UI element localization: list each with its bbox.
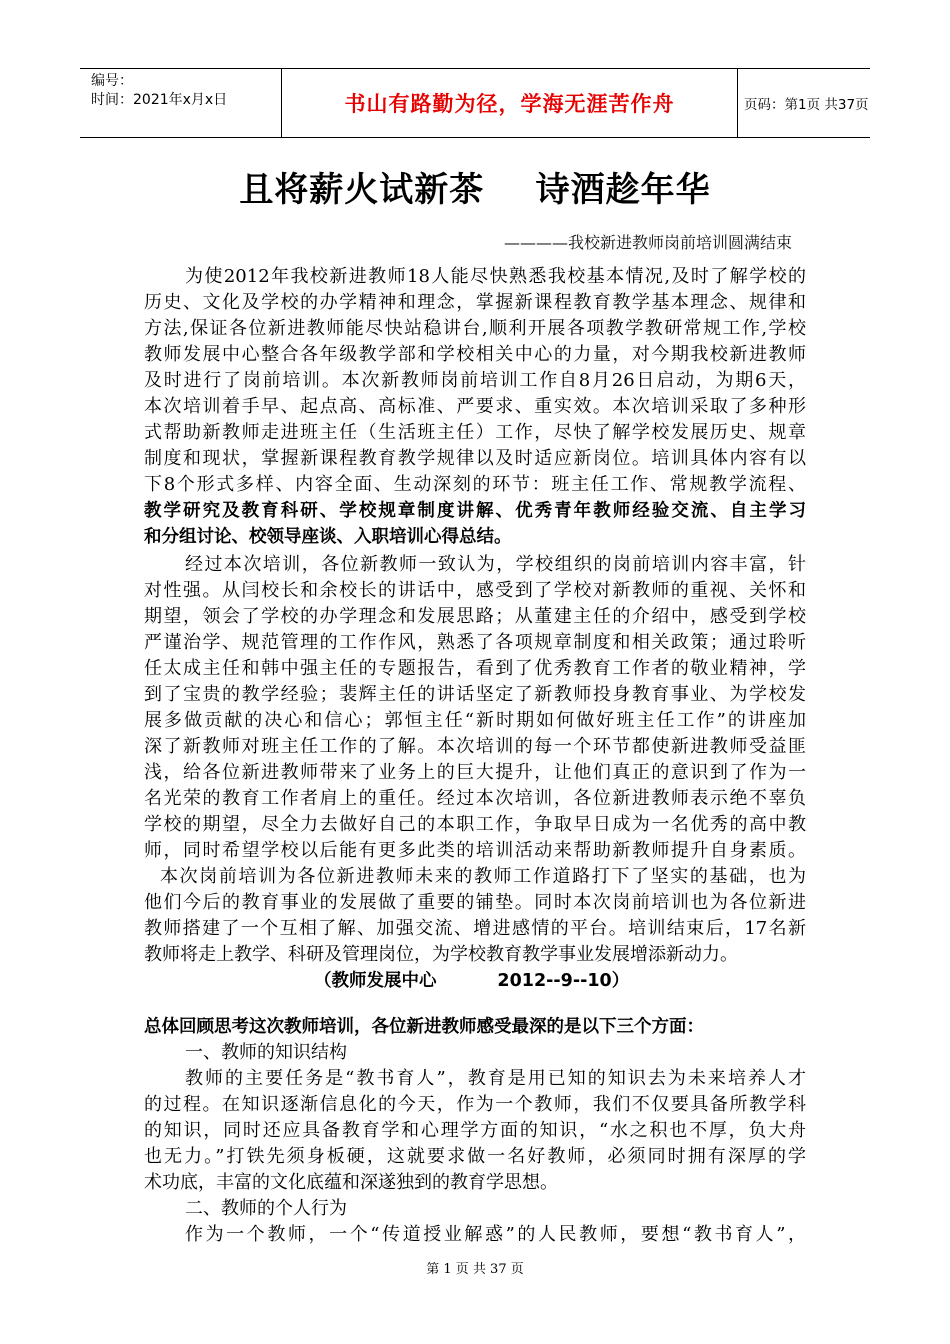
- section1-line: 的过程。在知识逐渐信息化的今天，作为一个教师，我们不仅要具备所教学科: [144, 1094, 806, 1115]
- header-page-info: 页码：第1页 共37页: [744, 97, 869, 113]
- para2-line: 严谨治学、规范管理的工作作风，熟悉了各项规章制度和相关政策；通过聆听: [144, 632, 806, 653]
- para2-line: 经过本次培训，各位新教师一致认为，学校组织的岗前培训内容丰富，针: [185, 554, 806, 575]
- para1-line: 和分组讨论、校领导座谈、入职培训心得总结。: [144, 527, 512, 547]
- section1-heading: 一、教师的知识结构: [185, 1042, 347, 1063]
- para3-line: 本次岗前培训为各位新进教师未来的教师工作道路打下了坚实的基础，也为: [160, 866, 806, 887]
- para2-line: 深了新教师对班主任工作的了解。本次培训的每一个环节都使新进教师受益匪: [144, 736, 806, 757]
- para1-line: 教学研究及教育科研、学校规章制度讲解、优秀青年教师经验交流、自主学习: [144, 501, 806, 521]
- header-meta: [80, 69, 280, 137]
- para2-line: 对性强。从闫校长和余校长的讲话中，感受到了学校对新教师的重视、关怀和: [144, 580, 806, 601]
- para1-line: 方法,保证各位新进教师能尽快站稳讲台,顺利开展各项教学教研常规工作,学校: [144, 318, 806, 339]
- section1-line: 术功底，丰富的文化底蕴和深遂独到的教育学思想。: [144, 1172, 558, 1193]
- summary-heading: 总体回顾思考这次教师培训，各位新进教师感受最深的是以下三个方面：: [144, 1017, 704, 1037]
- section2-line: 作为一个教师，一个“传道授业解惑”的人民教师，要想“教书育人”，: [185, 1224, 806, 1245]
- para1-line: 及时进行了岗前培训。本次新教师岗前培训工作自8月26日启动，为期6天，: [144, 370, 806, 391]
- para2-line: 到了宝贵的教学经验；裴辉主任的讲话坚定了新教师投身教育事业、为学校发: [144, 684, 806, 705]
- para2-line: 展多做贡献的决心和信心；郭恒主任“新时期如何做好班主任工作”的讲座加: [144, 710, 806, 731]
- document-subtitle: ————我校新进教师岗前培训圆满结束: [503, 233, 792, 252]
- section1-line: 的知识，同时还应具备教育学和心理学方面的知识，“水之积也不厚，负大舟: [144, 1120, 806, 1141]
- para3-line: 他们今后的教育事业的发展做了重要的铺垫。同时本次岗前培训也为各位新进: [144, 892, 806, 913]
- header-motto: 书山有路勤为径，学海无涯苦作舟: [281, 69, 738, 137]
- date-label: 时间：2021年x月x日: [91, 92, 228, 108]
- para1-line: 历史、文化及学校的办学精神和理念，掌握新课程教育教学基本理念、规律和: [144, 292, 806, 313]
- signature: （教师发展中心 2012--9--10）: [314, 971, 630, 991]
- para2-line: 期望，领会了学校的办学理念和发展思路；从董建主任的介绍中，感受到学校: [144, 606, 806, 627]
- page-header: [80, 68, 870, 138]
- para1-line: 为使2012年我校新进教师18人能尽快熟悉我校基本情况,及时了解学校的: [185, 266, 806, 287]
- section1-line: 也无力。”打铁先须身板硬，这就要求做一名好教师，必须同时拥有深厚的学: [144, 1146, 806, 1167]
- para1-line: 教师发展中心整合各年级教学部和学校相关中心的力量，对今期我校新进教师: [144, 344, 806, 365]
- section1-line: 教师的主要任务是“教书育人”，教育是用已知的知识去为未来培养人才: [185, 1068, 806, 1089]
- para1-line: 下8个形式多样、内容全面、生动深刻的环节：班主任工作、常规教学流程、: [144, 474, 806, 495]
- para3-line: 教师将走上教学、科研及管理岗位，为学校教育教学事业发展增添新动力。: [144, 944, 738, 965]
- para2-line: 任太成主任和韩中强主任的专题报告，看到了优秀教育工作者的敬业精神，学: [144, 658, 806, 679]
- para2-line: 学校的期望，尽全力去做好自己的本职工作，争取早日成为一名优秀的高中教: [144, 814, 806, 835]
- para1-line: 本次培训着手早、起点高、高标准、严要求、重实效。本次培训采取了多种形: [144, 396, 806, 417]
- para2-line: 名光荣的教育工作者肩上的重任。经过本次培训，各位新进教师表示绝不辜负: [144, 788, 806, 809]
- number-label: 编号：: [91, 73, 133, 89]
- page-footer: 第 1 页 共 37 页: [426, 1262, 524, 1277]
- para1-line: 制度和现状，掌握新课程教育教学规律以及时适应新岗位。培训具体内容有以: [144, 448, 806, 469]
- para2-line: 师，同时希望学校以后能有更多此类的培训活动来帮助新教师提升自身素质。: [144, 840, 806, 861]
- para3-line: 教师搭建了一个互相了解、加强交流、增进感情的平台。培训结束后，17名新: [144, 918, 806, 939]
- para1-line: 式帮助新教师走进班主任（生活班主任）工作，尽快了解学校发展历史、规章: [144, 422, 806, 443]
- section2-heading: 二、教师的个人行为: [185, 1198, 347, 1219]
- para2-line: 浅，给各位新进教师带来了业务上的巨大提升，让他们真正的意识到了作为一: [144, 762, 806, 783]
- document-title: 且将薪火试新茶 诗酒趁年华: [239, 170, 711, 210]
